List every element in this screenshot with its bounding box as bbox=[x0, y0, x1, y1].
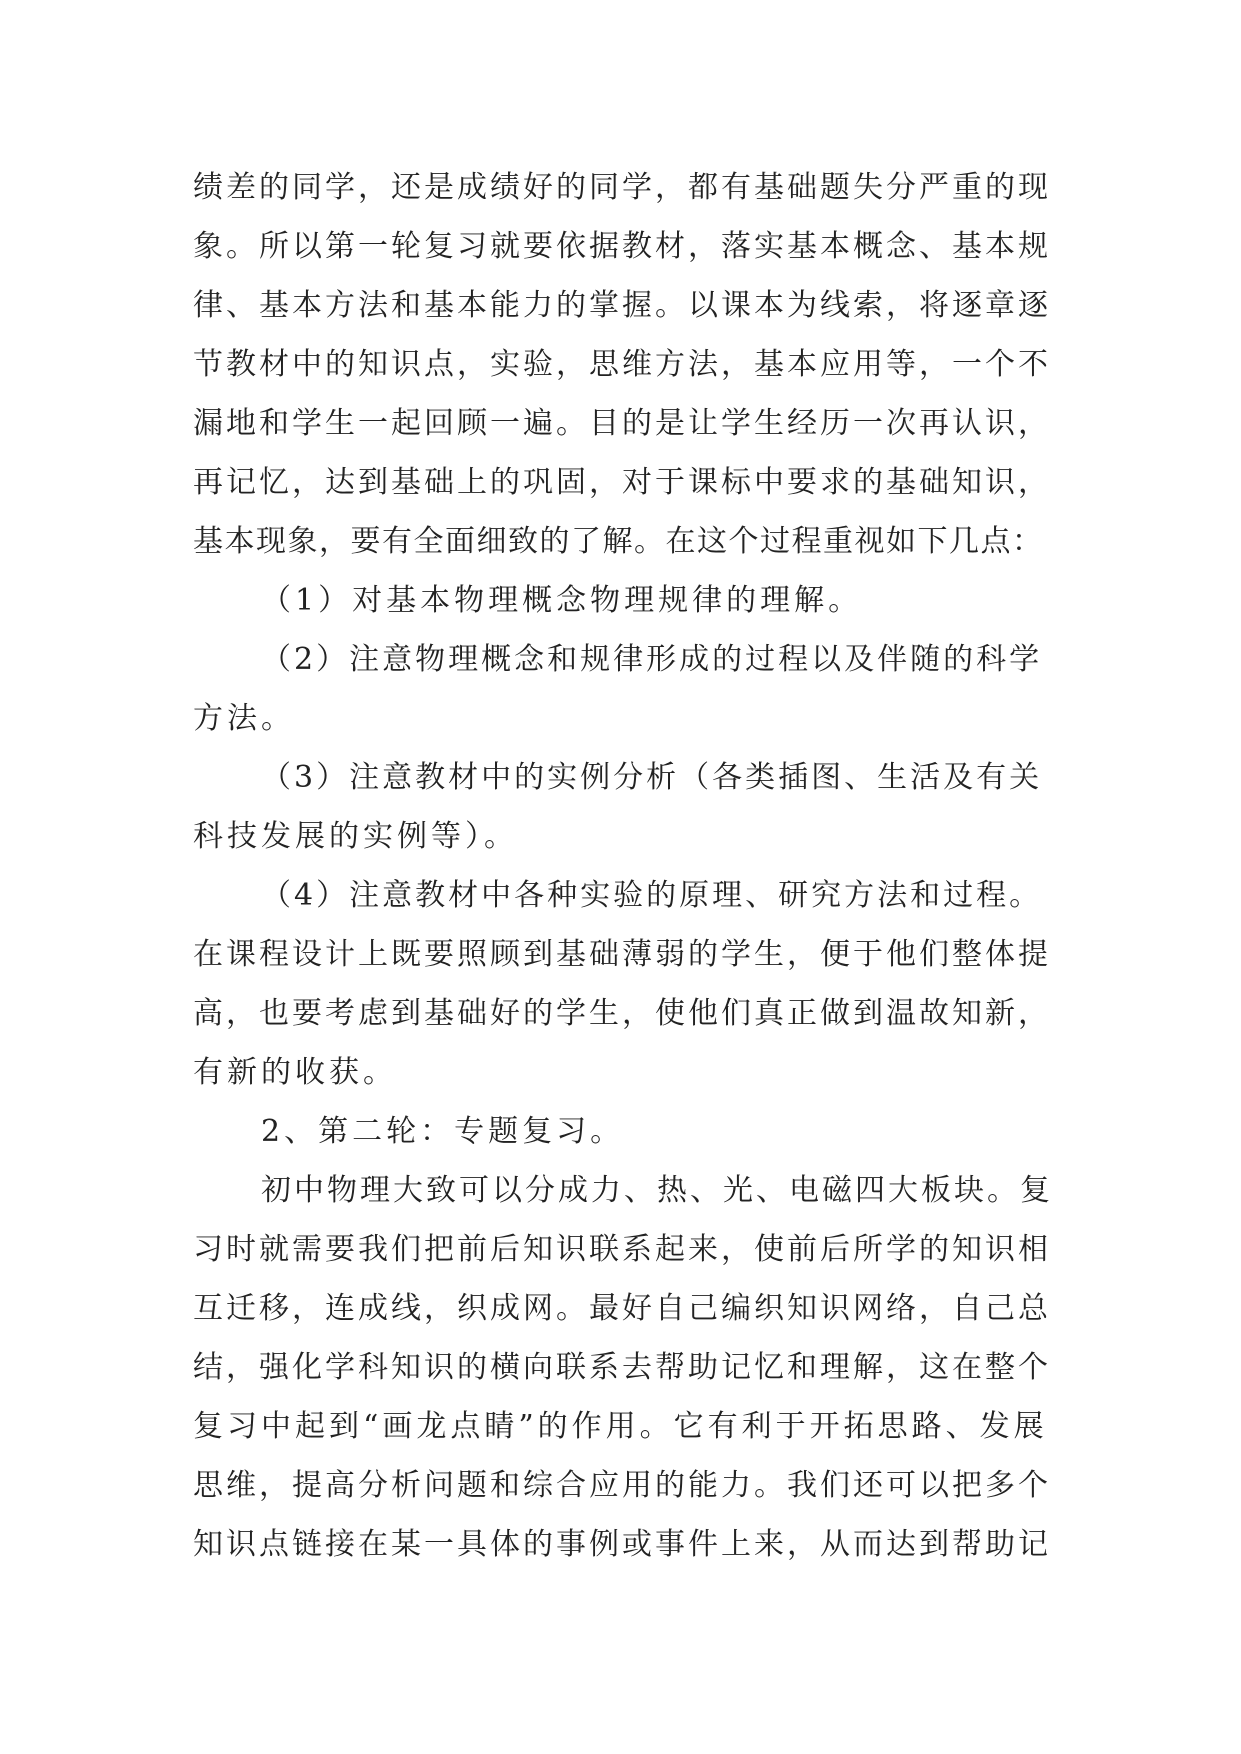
text-line: 再记忆，达到基础上的巩固，对于课标中要求的基础知识， bbox=[193, 465, 1051, 500]
text-line: 复习中起到“画龙点睛”的作用。它有利于开拓思路、发展 bbox=[193, 1409, 1048, 1444]
text-line: 象。所以第一轮复习就要依据教材，落实基本概念、基本规 bbox=[193, 229, 1051, 264]
text-line: 节教材中的知识点，实验，思维方法，基本应用等，一个不 bbox=[193, 347, 1051, 382]
text-line: 思维，提高分析问题和综合应用的能力。我们还可以把多个 bbox=[193, 1468, 1051, 1503]
text-line: 基本现象，要有全面细致的了解。在这个过程重视如下几点： bbox=[193, 524, 1044, 559]
section-heading: 2、第二轮：专题复习。 bbox=[261, 1114, 625, 1149]
text-line: 习时就需要我们把前后知识联系起来，使前后所学的知识相 bbox=[193, 1232, 1051, 1267]
text-line: 有新的收获。 bbox=[193, 1055, 397, 1090]
text-line: 科技发展的实例等）。 bbox=[193, 819, 518, 854]
body-text bbox=[193, 158, 1053, 1574]
paragraph-start: 初中物理大致可以分成力、热、光、电磁四大板块。复 bbox=[261, 1173, 1053, 1208]
text-line: 高，也要考虑到基础好的学生，使他们真正做到温故知新， bbox=[193, 996, 1051, 1031]
list-item: （3）注意教材中的实例分析（各类插图、生活及有关 bbox=[261, 760, 1043, 795]
text-line: 律、基本方法和基本能力的掌握。以课本为线索，将逐章逐 bbox=[193, 288, 1051, 323]
list-item: （1）对基本物理概念物理规律的理解。 bbox=[261, 583, 863, 618]
list-item: （4）注意教材中各种实验的原理、研究方法和过程。 bbox=[261, 878, 1043, 913]
text-line: 绩差的同学，还是成绩好的同学，都有基础题失分严重的现 bbox=[193, 170, 1051, 205]
list-item: （2）注意物理概念和规律形成的过程以及伴随的科学 bbox=[261, 642, 1043, 677]
text-line: 漏地和学生一起回顾一遍。目的是让学生经历一次再认识， bbox=[193, 406, 1051, 441]
text-line: 结，强化学科知识的横向联系去帮助记忆和理解，这在整个 bbox=[193, 1350, 1051, 1385]
text-line: 方法。 bbox=[193, 701, 295, 736]
text-line: 在课程设计上既要照顾到基础薄弱的学生，便于他们整体提 bbox=[193, 937, 1051, 972]
text-line: 知识点链接在某一具体的事例或事件上来，从而达到帮助记 bbox=[193, 1527, 1051, 1562]
text-line: 互迁移，连成线，织成网。最好自己编织知识网络，自己总 bbox=[193, 1291, 1051, 1326]
